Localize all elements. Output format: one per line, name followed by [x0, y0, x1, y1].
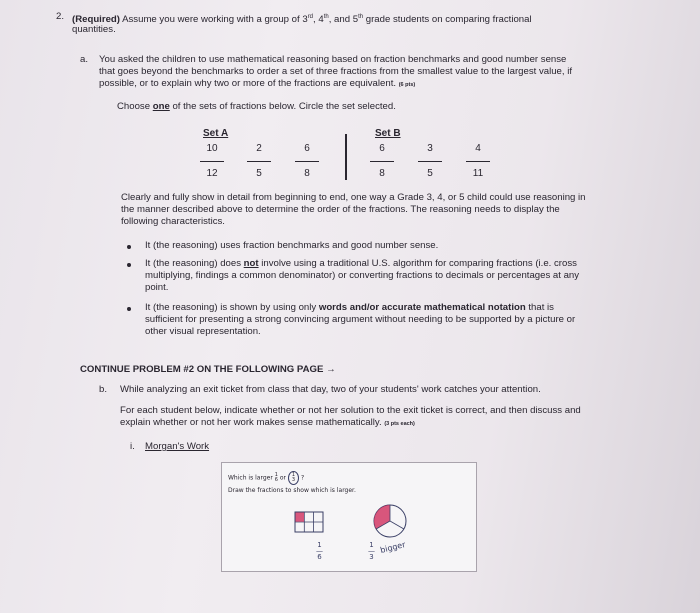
bullet-3-line-1: It (the reasoning) is shown by using only words and/or accurate mathematical notation that is: [145, 302, 554, 313]
part-a-label: a.: [80, 54, 89, 65]
set-b-label: Set B: [375, 128, 401, 139]
set-a-label: Set A: [203, 128, 229, 139]
work-question-2: Draw the fractions to show which is larger.: [228, 487, 356, 494]
label-one-third: 1 — 3: [368, 541, 375, 561]
part-a-line-2: that goes beyond the benchmarks to order a set of three fractions from the smallest value to the largest value, if: [99, 66, 573, 77]
set-b-fraction-1: 6 8: [369, 143, 395, 180]
part-a-points: (6 pts): [398, 82, 416, 88]
part-a-line-1: You asked the children to use mathematical reasoning based on fraction benchmarks and good number sense: [99, 54, 567, 65]
bigger-note: bigger: [379, 540, 407, 555]
instructions-line-1: Clearly and fully show in detail from beginning to end, one way a Grade 3, 4, or 5 child could use reasoning in: [121, 192, 586, 203]
bullet-2-line-3: point.: [145, 282, 169, 293]
required-tag: (Required): [72, 14, 120, 26]
part-a-line-3: possible, or to explain why two or more of the fractions are equivalent. (6 pts): [99, 78, 416, 89]
bullet-3-line-2: sufficient for presenting a strong convincing argument without needing to be supported by a picture or: [145, 314, 576, 325]
bullet-2-line-2: multiplying, findings a common denominator) or converting fractions to decimals or percentages at any: [145, 270, 580, 281]
set-a-fraction-1: 10 12: [199, 143, 225, 180]
question-number: 2.: [56, 11, 65, 22]
bullet-1: It (the reasoning) uses fraction benchmarks and good number sense.: [145, 240, 439, 251]
part-b-line-1: While analyzing an exit ticket from class that day, two of your students' work catches your attention.: [120, 384, 541, 395]
set-a-fraction-2: 2 5: [246, 143, 272, 180]
set-a-fraction-3: 6 8: [294, 143, 320, 180]
bullet-dot: [127, 263, 131, 267]
part-b-points: (3 pts each): [384, 421, 415, 427]
continue-note: CONTINUE PROBLEM #2 ON THE FOLLOWING PAGE →: [80, 364, 336, 375]
instructions-line-2: the manner described above to determine the order of the fractions. The reasoning needs to display the: [121, 204, 560, 215]
thirds-circle-drawing: [372, 503, 408, 539]
bullet-3-line-3: other visual representation.: [145, 326, 261, 337]
bullet-dot: [127, 245, 131, 249]
set-divider: [345, 134, 347, 180]
instructions-line-3: following characteristics.: [121, 216, 225, 227]
label-one-sixth: 1 — 6: [316, 541, 323, 561]
question-2-line-1: (Required) Assume you were working with a group of 3rd, 4th, and 5th grade students on comparing fractional: [72, 14, 532, 26]
bullet-dot: [127, 307, 131, 311]
choose-instruction: Choose one of the sets of fractions below. Circle the set selected.: [117, 101, 396, 112]
subpart-i-label: i.: [130, 441, 135, 452]
bullet-2-line-1: It (the reasoning) does not involve using a traditional U.S. algorithm for comparing fractions (i.e. cross: [145, 258, 577, 269]
set-b-fraction-2: 3 5: [417, 143, 443, 180]
part-b-line-3: explain whether or not her work makes sense mathematically. (3 pts each): [120, 417, 415, 428]
question-2-line-2: quantities.: [72, 24, 116, 35]
set-b-fraction-3: 4 11: [465, 143, 491, 180]
work-question-1: Which is larger 1 6 or 1 3 ?: [228, 472, 305, 483]
sixths-rectangle-drawing: [294, 511, 324, 533]
part-b-line-2: For each student below, indicate whether or not her solution to the exit ticket is correct, and then discuss and: [120, 405, 581, 416]
part-b-label: b.: [99, 384, 108, 395]
morgans-work-title: Morgan's Work: [145, 441, 210, 452]
student-work-image: [221, 462, 477, 572]
